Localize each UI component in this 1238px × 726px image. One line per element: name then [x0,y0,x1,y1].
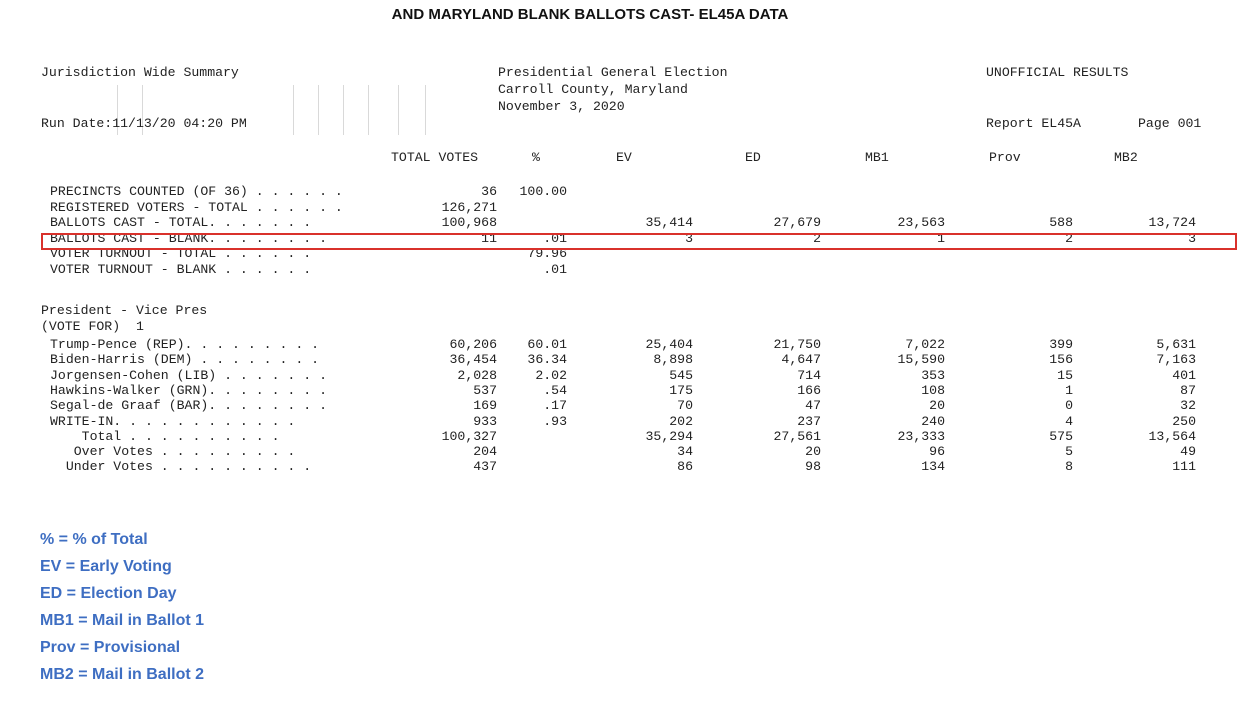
row-cell: 34 [677,444,693,460]
row-label: REGISTERED VOTERS - TOTAL . . . . . . [50,199,343,215]
form-ruling [425,85,426,135]
row-cell: 537 [473,382,497,398]
row-cell: 4,647 [781,352,821,368]
column-header: EV [616,150,632,165]
row-cell: 100,327 [441,428,497,444]
row-cell: 1 [937,230,945,246]
page-title: AND MARYLAND BLANK BALLOTS CAST- EL45A DATA [391,6,789,23]
row-cell: 32 [1180,398,1196,414]
row-label: WRITE-IN. . . . . . . . . . . . [50,413,296,429]
row-cell: 20 [805,444,821,460]
row-cell: 202 [669,413,693,429]
row-cell: 36 [481,184,497,199]
row-cell: .54 [543,382,567,398]
row-cell: 0 [1065,398,1073,414]
row-cell: 2.02 [535,367,567,383]
row-cell: 169 [473,398,497,414]
row-cell: 8 [1065,459,1073,475]
row-cell: 36,454 [449,352,497,368]
legend-item: ED = Election Day [40,585,177,602]
row-cell: 27,561 [773,428,821,444]
election-date: November 3, 2020 [498,99,625,114]
column-header: Prov [989,150,1021,165]
row-cell: 134 [921,459,945,475]
row-cell: 111 [1172,459,1196,475]
run-date: Run Date:11/13/20 04:20 PM [41,116,247,131]
results-status: UNOFFICIAL RESULTS [986,65,1129,80]
row-cell: 35,294 [645,428,693,444]
row-cell: 240 [921,413,945,429]
row-cell: 60,206 [449,337,497,352]
column-header: MB1 [865,150,889,165]
row-label: BALLOTS CAST - TOTAL. . . . . . . [50,215,312,230]
row-cell: 27,679 [773,215,821,230]
row-label: Under Votes . . . . . . . . . . [50,459,312,475]
row-cell: 588 [1049,215,1073,230]
row-cell: 47 [805,398,821,414]
form-ruling [343,85,344,135]
page-number: Page 001 [1138,116,1202,131]
row-label: Jorgensen-Cohen (LIB) . . . . . . . [50,367,327,383]
row-cell: 5 [1065,444,1073,460]
row-label: PRECINCTS COUNTED (OF 36) . . . . . . [50,184,343,199]
row-cell: 13,724 [1148,215,1196,230]
row-cell: 15 [1057,367,1073,383]
column-header: % [532,150,540,165]
row-cell: 5,631 [1156,337,1196,352]
row-cell: 70 [677,398,693,414]
form-ruling [318,85,319,135]
row-cell: 7,163 [1156,352,1196,368]
contest-title: President - Vice Pres [41,303,208,318]
row-cell: 25,404 [645,337,693,352]
row-cell: 23,333 [897,428,945,444]
row-cell: 166 [797,382,821,398]
column-header: TOTAL VOTES [391,150,479,165]
row-label: Total . . . . . . . . . . [50,428,280,444]
row-cell: 86 [677,459,693,475]
report-scope: Jurisdiction Wide Summary [41,65,239,80]
legend-item: EV = Early Voting [40,558,172,575]
row-cell: 933 [473,413,497,429]
row-cell: 13,564 [1148,428,1196,444]
row-cell: 545 [669,367,693,383]
row-cell: 15,590 [897,352,945,368]
form-ruling [368,85,369,135]
row-cell: 250 [1172,413,1196,429]
row-cell: 49 [1180,444,1196,460]
row-cell: 714 [797,367,821,383]
row-cell: 98 [805,459,821,475]
row-cell: 3 [685,230,693,246]
row-cell: 1 [1065,382,1073,398]
row-cell: 2,028 [457,367,497,383]
column-header: MB2 [1114,150,1138,165]
row-cell: 175 [669,382,693,398]
row-cell: 204 [473,444,497,460]
row-cell: 100,968 [441,215,497,230]
row-cell: 575 [1049,428,1073,444]
column-header: ED [745,150,761,165]
legend-item: MB2 = Mail in Ballot 2 [40,666,205,683]
row-cell: 3 [1188,230,1196,246]
row-label: Biden-Harris (DEM) . . . . . . . . [50,352,320,368]
row-cell: 11 [481,230,497,246]
row-cell: 36.34 [527,352,567,368]
row-cell: 237 [797,413,821,429]
report-id: Report EL45A [986,116,1081,131]
row-label: BALLOTS CAST - BLANK. . . . . . . . [50,230,327,246]
row-label: Hawkins-Walker (GRN). . . . . . . . [50,382,327,398]
row-cell: 2 [813,230,821,246]
row-cell: 21,750 [773,337,821,352]
row-cell: 156 [1049,352,1073,368]
legend-item: % = % of Total [40,531,148,548]
row-cell: .17 [543,398,567,414]
row-cell: 437 [473,459,497,475]
form-ruling [398,85,399,135]
vote-for: (VOTE FOR) 1 [41,319,144,334]
row-cell: .01 [543,261,567,277]
row-cell: 126,271 [441,199,497,215]
legend [40,526,204,688]
row-cell: 108 [921,382,945,398]
row-label: VOTER TURNOUT - TOTAL . . . . . . [50,246,312,261]
legend-item: MB1 = Mail in Ballot 1 [40,612,205,629]
row-cell: 399 [1049,337,1073,352]
row-cell: 100.00 [519,184,567,199]
row-label: Trump-Pence (REP). . . . . . . . . [50,337,320,352]
blank-ballots-highlight [41,230,1237,250]
row-cell: 96 [929,444,945,460]
row-label: Segal-de Graaf (BAR). . . . . . . . [50,398,327,414]
row-cell: 79.96 [527,246,567,261]
row-cell: 20 [929,398,945,414]
row-label: Over Votes . . . . . . . . . [50,444,296,460]
row-cell: 7,022 [905,337,945,352]
legend-item: Prov = Provisional [40,639,181,656]
row-cell: 60.01 [527,337,567,352]
row-cell: 35,414 [645,215,693,230]
form-ruling [293,85,294,135]
row-cell: 23,563 [897,215,945,230]
row-cell: .93 [543,413,567,429]
county-name: Carroll County, Maryland [498,82,688,97]
row-cell: 353 [921,367,945,383]
row-cell: 87 [1180,382,1196,398]
election-name: Presidential General Election [498,65,728,80]
row-cell: 2 [1065,230,1073,246]
row-cell: .01 [543,230,567,246]
row-cell: 4 [1065,413,1073,429]
row-label: VOTER TURNOUT - BLANK . . . . . . [50,261,312,277]
row-cell: 401 [1172,367,1196,383]
row-cell: 8,898 [653,352,693,368]
